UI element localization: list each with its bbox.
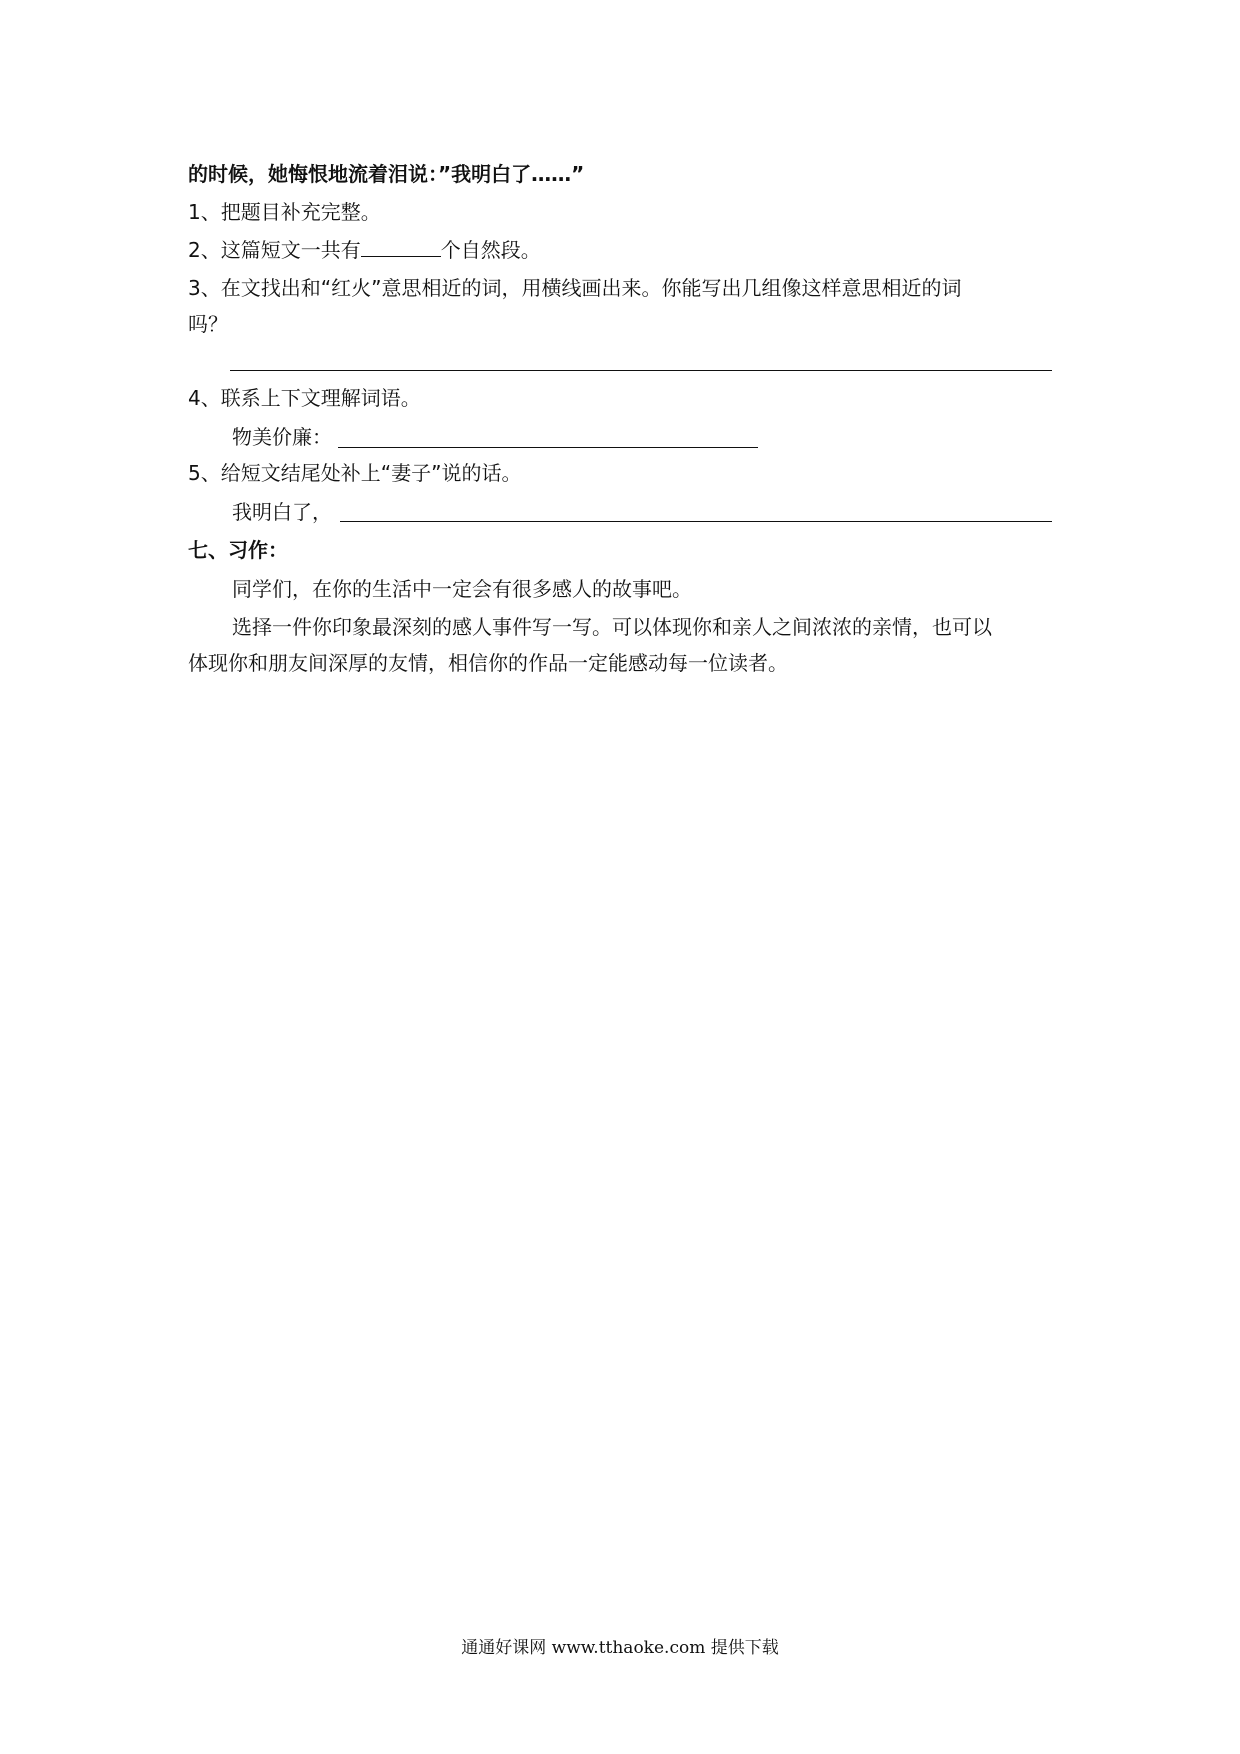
question-2 (188, 236, 541, 264)
question-5-prefix: 我明白了， (232, 500, 332, 524)
question-3-answer-line[interactable] (230, 370, 1052, 371)
question-5-answer-line[interactable] (340, 521, 1052, 522)
question-4-answer-line[interactable] (338, 447, 758, 448)
question-2-text-after: 个自然段。 (440, 238, 541, 262)
question-4: 4、联系上下文理解词语。 (188, 386, 421, 410)
writing-paragraph-1: 同学们，在你的生活中一定会有很多感人的故事吧。 (232, 577, 692, 601)
question-3-line-2: 吗？ (188, 312, 228, 336)
question-2-text-before: 2、这篇短文一共有 (188, 238, 361, 262)
question-5: 5、给短文结尾处补上“妻子”说的话。 (188, 461, 522, 485)
question-3-line-1: 3、在文找出和“红火”意思相近的词，用横线画出来。你能写出几组像这样意思相近的词 (188, 276, 962, 300)
story-continuation: 的时候，她悔恨地流着泪说：”我明白了……” (188, 162, 585, 186)
writing-paragraph-2-line-2: 体现你和朋友间深厚的友情，相信你的作品一定能感动每一位读者。 (188, 651, 788, 675)
page-footer: 通通好课网 www.tthaoke.com 提供下载 (461, 1638, 779, 1658)
paragraph-count-blank[interactable] (361, 238, 441, 257)
writing-heading: 七、习作： (188, 538, 288, 562)
writing-paragraph-2-line-1: 选择一件你印象最深刻的感人事件写一写。可以体现你和亲人之间浓浓的亲情，也可以 (232, 615, 992, 639)
question-4-term: 物美价廉： (232, 425, 332, 449)
question-1: 1、把题目补充完整。 (188, 200, 381, 224)
